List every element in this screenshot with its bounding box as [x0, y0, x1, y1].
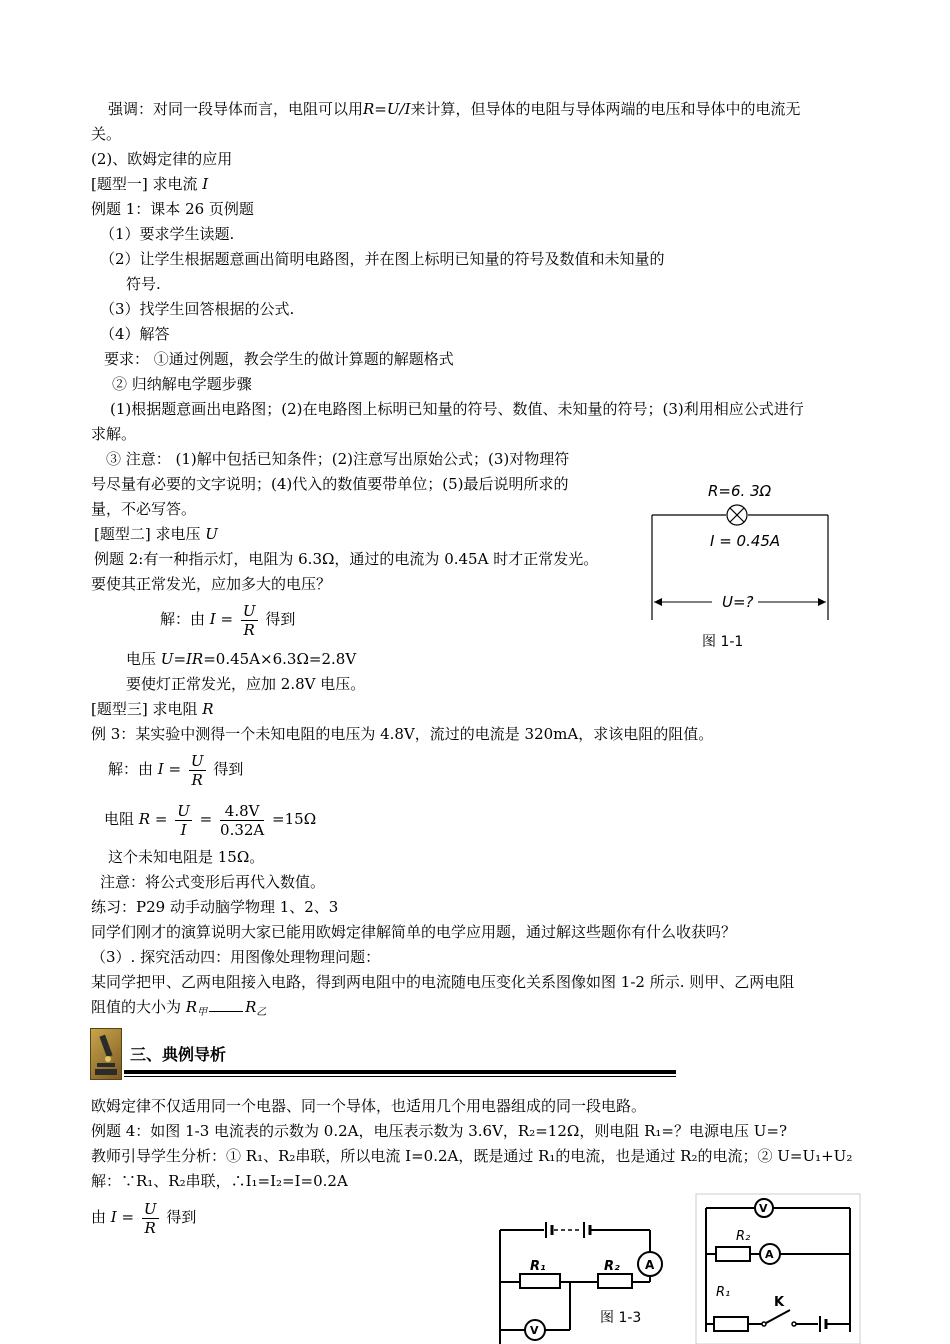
example-2: 例题 2:有一种指示灯，电阻为 6.3Ω，通过的电流为 0.45A 时才正常发光。 [94, 550, 599, 568]
subheading: (2)、欧姆定律的应用 [91, 150, 233, 168]
example-2-cont: 要使其正常发光，应加多大的电压？ [91, 575, 332, 593]
resistor-r2 [598, 1274, 632, 1288]
fraction-u-over-r: $\frac{U}{R}$ [190, 751, 204, 789]
figure-1-3 [494, 1212, 670, 1344]
requirement-1: 要求： ①通过例题，教会学生的做计算题的解题格式 [104, 350, 454, 368]
question-type-3: [题型三] 求电阻 R [91, 700, 214, 718]
solution-4: 解：∵R₁、R₂串联，∴I₁=I₂=I=0.2A [91, 1172, 348, 1190]
teacher-analysis: 教师引导学生分析：① R₁、R₂串联，所以电流 I=0.2A，既是通过 R₁的电流，也是通过 R₂的电流；② U=U₁+U₂ [91, 1147, 853, 1165]
fig14-a: A [765, 1248, 774, 1261]
fraction-u-over-i: $\frac{U}{I}$ [177, 801, 190, 839]
note-substitution: 注意：将公式变形后再代入数值。 [100, 873, 326, 891]
resistor-r1 [520, 1274, 560, 1288]
section-rule [124, 1070, 676, 1074]
emphasis-line: 强调：对同一段导体而言，电阻可以用R=U/I来计算，但导体的电阻与导体两端的电压和导体中的电流无 [108, 100, 801, 118]
fig14-v: V [759, 1202, 768, 1215]
step-1: （1）要求学生读题. [100, 225, 235, 243]
activity-4: （3）. 探究活动四：用图像处理物理问题： [91, 948, 381, 966]
steps-detail: (1)根据题意画出电路图；(2)在电路图上标明已知量的符号、数值、未知量的符号；(3)利用相应公式进行 [110, 400, 804, 418]
question-type-2: [题型二] 求电压 U [94, 525, 218, 543]
fig11-caption: 图 1-1 [702, 634, 744, 650]
text-line: 关。 [91, 125, 122, 143]
resistance-answer: 这个未知电阻是 15Ω。 [108, 848, 265, 866]
fig14-r1: R₁ [716, 1285, 731, 1300]
resistance-calc: 电阻 R = $\frac{U}{I}$ = $\frac{4.8V}{0.32A}$ =15Ω [104, 801, 317, 839]
fig13-a: A [645, 1258, 655, 1272]
solution-formula-2: 解：由 I = $\frac{U}{R}$ 得到 [108, 751, 244, 789]
voltage-answer: 要使灯正常发光，应加 2.8V 电压。 [126, 675, 366, 693]
resistor-r1 [714, 1317, 748, 1331]
fig14-r2: R₂ [736, 1229, 751, 1244]
figure-1-4 [694, 1192, 864, 1344]
fig13-r1: R₁ [530, 1259, 546, 1274]
voltage-calc: 电压 U=IR=0.45A×6.3Ω=2.8V [126, 650, 357, 668]
section-rule-thin [124, 1076, 676, 1077]
fraction-u-over-r: $\frac{U}{R}$ [242, 601, 256, 639]
step-3: （3）找学生回答根据的公式. [100, 300, 295, 318]
note-line-3: 量，不必写答。 [91, 500, 197, 518]
steps-detail-cont: 求解。 [91, 425, 137, 443]
reflection-question: 同学们刚才的演算说明大家已能用欧姆定律解简单的电学应用题，通过解这些题你有什么收获吗？ [91, 923, 737, 941]
example-3: 例 3：某实验中测得一个未知电阻的电压为 4.8V，流过的电流是 320mA，求该电阻的阻值。 [91, 725, 714, 743]
requirement-2: ② 归纳解电学题步骤 [112, 375, 252, 393]
fig14-k: K [774, 1295, 785, 1310]
fig13-v: V [530, 1324, 539, 1337]
exercise: 练习：P29 动手动脑学物理 1、2、3 [91, 898, 339, 916]
activity-4-text: 某同学把甲、乙两电阻接入电路，得到两电阻中的电流随电压变化关系图像如图 1-2 所示. 则甲、乙两电阻 [91, 973, 795, 991]
solution-formula-3: 由 I = $\frac{U}{R}$ 得到 [91, 1199, 197, 1237]
fig11-u-label: U=? [722, 593, 754, 611]
fig13-caption: 图 1-3 [600, 1310, 642, 1326]
example-4: 例题 4：如图 1-3 电流表的示数为 0.2A，电压表示数为 3.6V，R₂=12Ω，则电阻 R₁=？电源电压 U=? [91, 1122, 787, 1140]
microscope-icon [90, 1028, 122, 1080]
ohm-scope: 欧姆定律不仅适用同一个电器、同一个导体，也适用几个用电器组成的同一段电路。 [91, 1097, 647, 1115]
note-line-1: ③ 注意： (1)解中包括已知条件；(2)注意写出原始公式；(3)对物理符 [106, 450, 570, 468]
fig13-r2: R₂ [604, 1259, 620, 1274]
figure-1-1 [640, 478, 840, 658]
resistor-r2 [716, 1247, 750, 1261]
step-2-cont: 符号. [126, 275, 161, 293]
step-4: （4）解答 [100, 325, 170, 343]
note-line-2: 号尽量有必要的文字说明；(4)代入的数值要带单位；(5)最后说明所求的 [91, 475, 569, 493]
fraction-values: $\frac{4.8V}{0.32A}$ [220, 801, 265, 839]
solution-formula-1: 解：由 I = $\frac{U}{R}$ 得到 [160, 601, 296, 639]
fig11-r-label: R=6. 3Ω [708, 482, 772, 500]
example-1: 例题 1：课本 26 页例题 [91, 200, 254, 218]
fig11-i-label: I = 0.45A [710, 532, 781, 550]
step-2: （2）让学生根据题意画出简明电路图，并在图上标明已知量的符号及数值和未知量的 [100, 250, 665, 268]
answer-blank [209, 1011, 243, 1012]
section-title: 三、典例导析 [130, 1045, 227, 1064]
activity-4-question: 阻值的大小为 $R_甲$ $R_乙$ [91, 998, 267, 1018]
section-header [90, 1026, 676, 1080]
fraction-u-over-r: $\frac{U}{R}$ [143, 1199, 157, 1237]
question-type-1: [题型一] 求电流 I [91, 175, 209, 193]
